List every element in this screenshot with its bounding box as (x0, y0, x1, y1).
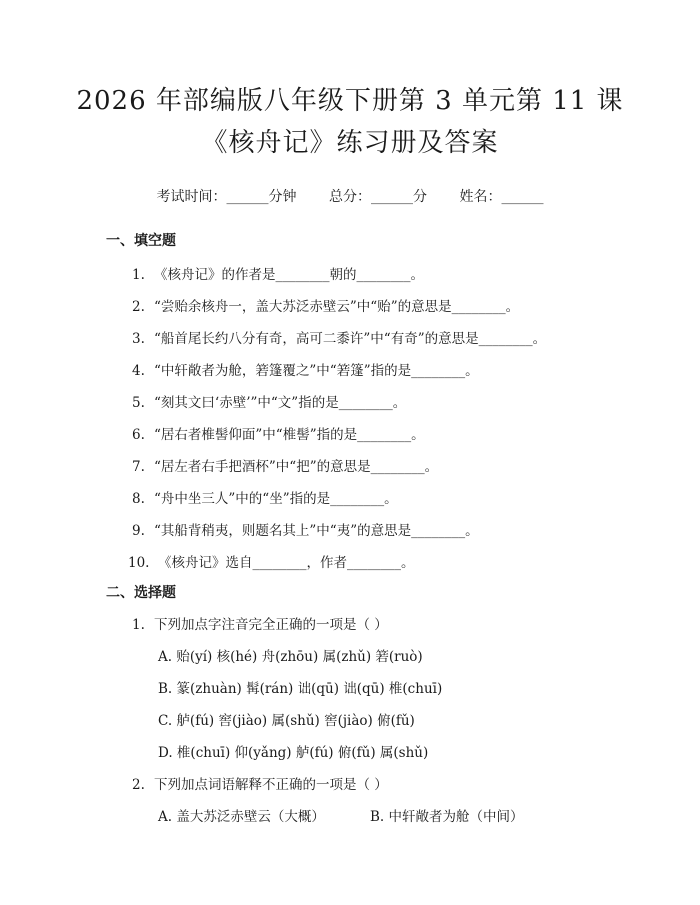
question: 6. “居右者椎髻仰面”中“椎髻”指的是________。 (132, 427, 425, 443)
question: 5. “刻其文曰‘赤壁’”中“文”指的是________。 (132, 395, 407, 411)
total-score: 总分：______分 (329, 189, 427, 205)
question: 7. “居左者右手把酒杯”中“把”的意思是________。 (132, 459, 439, 475)
exam-time: 考试时间：______分钟 (156, 189, 297, 205)
question: 8. “舟中坐三人”中的“坐”指的是________。 (132, 491, 398, 507)
option-b: B. 中轩敞者为舱（中间） (370, 809, 524, 825)
option-a: A. 盖大苏泛赤壁云（大概） (158, 809, 325, 825)
student-name: 姓名：______ (459, 189, 544, 205)
question: 9. “其船背稍夷，则题名其上”中“夷”的意思是________。 (132, 523, 479, 539)
page-title (40, 0, 660, 164)
exam-info (40, 186, 660, 206)
question: 2. “尝贻余核舟一，盖大苏泛赤壁云”中“贻”的意思是________。 (132, 299, 520, 315)
question: 2. 下列加点词语解释不正确的一项是（ ） (132, 777, 388, 793)
question: 10. 《核舟记》选自________，作者________。 (128, 555, 415, 571)
title-line-2: 《核舟记》练习册及答案 (201, 128, 499, 158)
question: 4. “中轩敞者为舱，箬篷覆之”中“箬篷”指的是________。 (132, 363, 479, 379)
option-d: D. 椎(chuī) 仰(yǎng) 舻(fú) 俯(fǔ) 属(shǔ) (158, 745, 429, 761)
option-b: B. 篆(zhuàn) 髯(rán) 诎(qū) 诎(qū) 椎(chuī) (158, 681, 443, 697)
question: 1. 下列加点字注音完全正确的一项是（ ） (132, 617, 388, 633)
option-c: C. 舻(fú) 窖(jiào) 属(shǔ) 窖(jiào) 俯(fǔ) (158, 713, 415, 729)
question: 3. “船首尾长约八分有奇，高可二黍许”中“有奇”的意思是________。 (132, 331, 547, 347)
section-fill-blank-title: 一、填空题 (106, 233, 176, 249)
question: 1. 《核舟记》的作者是________朝的________。 (132, 267, 424, 283)
option-a: A. 贻(yí) 核(hé) 舟(zhōu) 属(zhǔ) 箬(ruò) (158, 649, 423, 665)
section-multiple-choice-title: 二、选择题 (106, 585, 176, 601)
title-line-1: 2026 年部编版八年级下册第 3 单元第 11 课 (76, 86, 624, 116)
